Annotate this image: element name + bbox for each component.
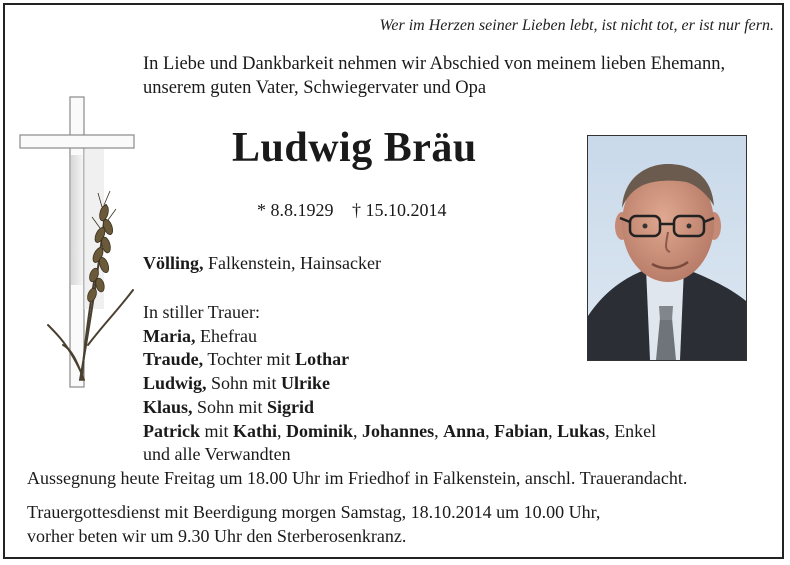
mourners-heading: In stiller Trauer: [143, 302, 260, 322]
mourner-relation: Sohn mit [206, 373, 282, 394]
mourner-name: Maria, [143, 325, 196, 346]
motto: Wer im Herzen seiner Lieben lebt, ist nicht tot, er ist nur fern. [379, 17, 774, 34]
grandchild-name: Kathi [233, 420, 278, 441]
consecration-notice: Aussegnung heute Freitag um 18.00 Uhr im Friedhof in Falkenstein, anschl. Trauerandacht. [27, 468, 688, 488]
grandchild-separator: , [353, 420, 363, 441]
mourner-partner: Sigrid [267, 396, 315, 417]
mourner-relation: Ehefrau [195, 325, 257, 346]
mourner-relatives: und alle Verwandten [143, 444, 291, 465]
grandchild-separator: , [434, 420, 444, 441]
mourners-list [143, 301, 656, 467]
life-dates [257, 200, 461, 221]
grandchild-name: Fabian [494, 420, 549, 441]
grandchild-separator: , [277, 420, 287, 441]
death-date: † 15.10.2014 [352, 200, 447, 220]
mourner-ludwig [143, 372, 656, 396]
place-rest: Falkenstein, Hainsacker [203, 253, 381, 273]
grandchild-separator: , [485, 420, 495, 441]
mourner-relation: Sohn mit [192, 396, 268, 417]
intro-line-1: In Liebe und Dankbarkeit nehmen wir Abschied von meinem lieben Ehemann, [143, 54, 726, 74]
mourner-relation: Tochter mit [203, 349, 296, 370]
grandchild-name: Johannes [362, 420, 435, 441]
mourner-name: Ludwig, [143, 373, 207, 394]
mass-line-1: Trauergottesdienst mit Beerdigung morgen Samstag, 18.10.2014 um 10.00 Uhr, [27, 502, 601, 522]
birth-date: * 8.8.1929 [257, 200, 334, 220]
place-main: Völling, [143, 253, 204, 273]
mourner-partner: Lothar [295, 349, 350, 370]
funeral-mass-notice [27, 501, 600, 548]
cross-with-wheat-icon [18, 95, 143, 395]
grandchild-name: Patrick [143, 420, 200, 441]
intro-text [143, 52, 725, 100]
grandchild-connector: mit [199, 420, 233, 441]
places [143, 253, 381, 274]
mourner-name: Klaus, [143, 396, 193, 417]
deceased-name: Ludwig Bräu [232, 125, 477, 171]
mass-line-2: vorher beten wir um 9.30 Uhr den Sterberosenkranz. [27, 525, 407, 546]
mourner-name: Traude, [143, 349, 204, 370]
grandchild-separator: , [548, 420, 558, 441]
intro-line-2: unserem guten Vater, Schwiegervater und Opa [143, 78, 487, 98]
mourner-klaus [143, 396, 656, 420]
mourner-partner: Ulrike [281, 373, 331, 394]
portrait-photo [587, 135, 747, 361]
mourner-maria [143, 325, 656, 349]
grandchild-suffix: , Enkel [605, 420, 657, 441]
mourner-traude [143, 348, 656, 372]
grandchild-name: Anna [443, 420, 486, 441]
grandchild-name: Dominik [286, 420, 354, 441]
portrait-illustration [588, 136, 746, 360]
mourner-grandchildren [143, 420, 656, 444]
grandchild-name: Lukas [557, 420, 606, 441]
